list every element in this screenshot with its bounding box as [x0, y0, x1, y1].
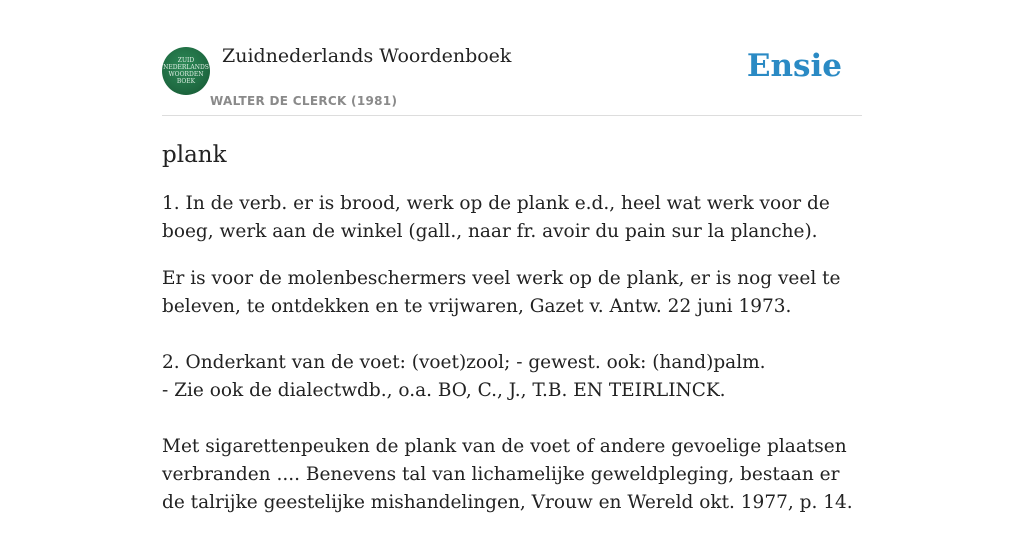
entry-headword: plank	[162, 142, 227, 168]
definition-paragraph: 1. In de verb. er is brood, werk op de plank e.d., heel wat werk voor de boeg, werk aan de winkel (gall., naar fr. avoir du pain sur la planche).	[162, 193, 830, 242]
page-container	[162, 0, 862, 536]
definition-paragraph: 2. Onderkant van de voet: (voet)zool; - gewest. ook: (hand)palm.	[162, 352, 766, 373]
logo-text-line: WOORDEN	[168, 71, 204, 78]
dictionary-title-link[interactable]: Zuidnederlands Woordenboek	[222, 45, 512, 67]
logo-text-line: ZUID	[177, 57, 195, 64]
example-citation: Met sigarettenpeuken de plank van de voet of andere gevoelige plaatsen verbranden .... Benevens tal van lichamelijke geweldpleging, bestaan er de talrijke geestelijke mishandelingen, Vrouw en Wereld okt. 1977, p. 14.	[162, 436, 853, 513]
reference-note: - Zie ook de dialectwdb., o.a. BO, C., J., T.B. EN TEIRLINCK.	[162, 380, 726, 401]
header	[162, 0, 862, 116]
logo-text-line: NEDERLANDS	[163, 64, 209, 71]
ensie-logo-link[interactable]: Ensie	[746, 48, 842, 84]
dictionary-author: WALTER DE CLERCK (1981)	[210, 94, 398, 108]
example-citation: Er is voor de molenbeschermers veel werk op de plank, er is nog veel te beleven, te ontdekken en te vrijwaren, Gazet v. Antw. 22 juni 1973.	[162, 268, 841, 317]
logo-text-line: BOEK	[176, 78, 196, 85]
dictionary-logo[interactable]	[162, 47, 210, 95]
entry-definition	[162, 190, 862, 517]
